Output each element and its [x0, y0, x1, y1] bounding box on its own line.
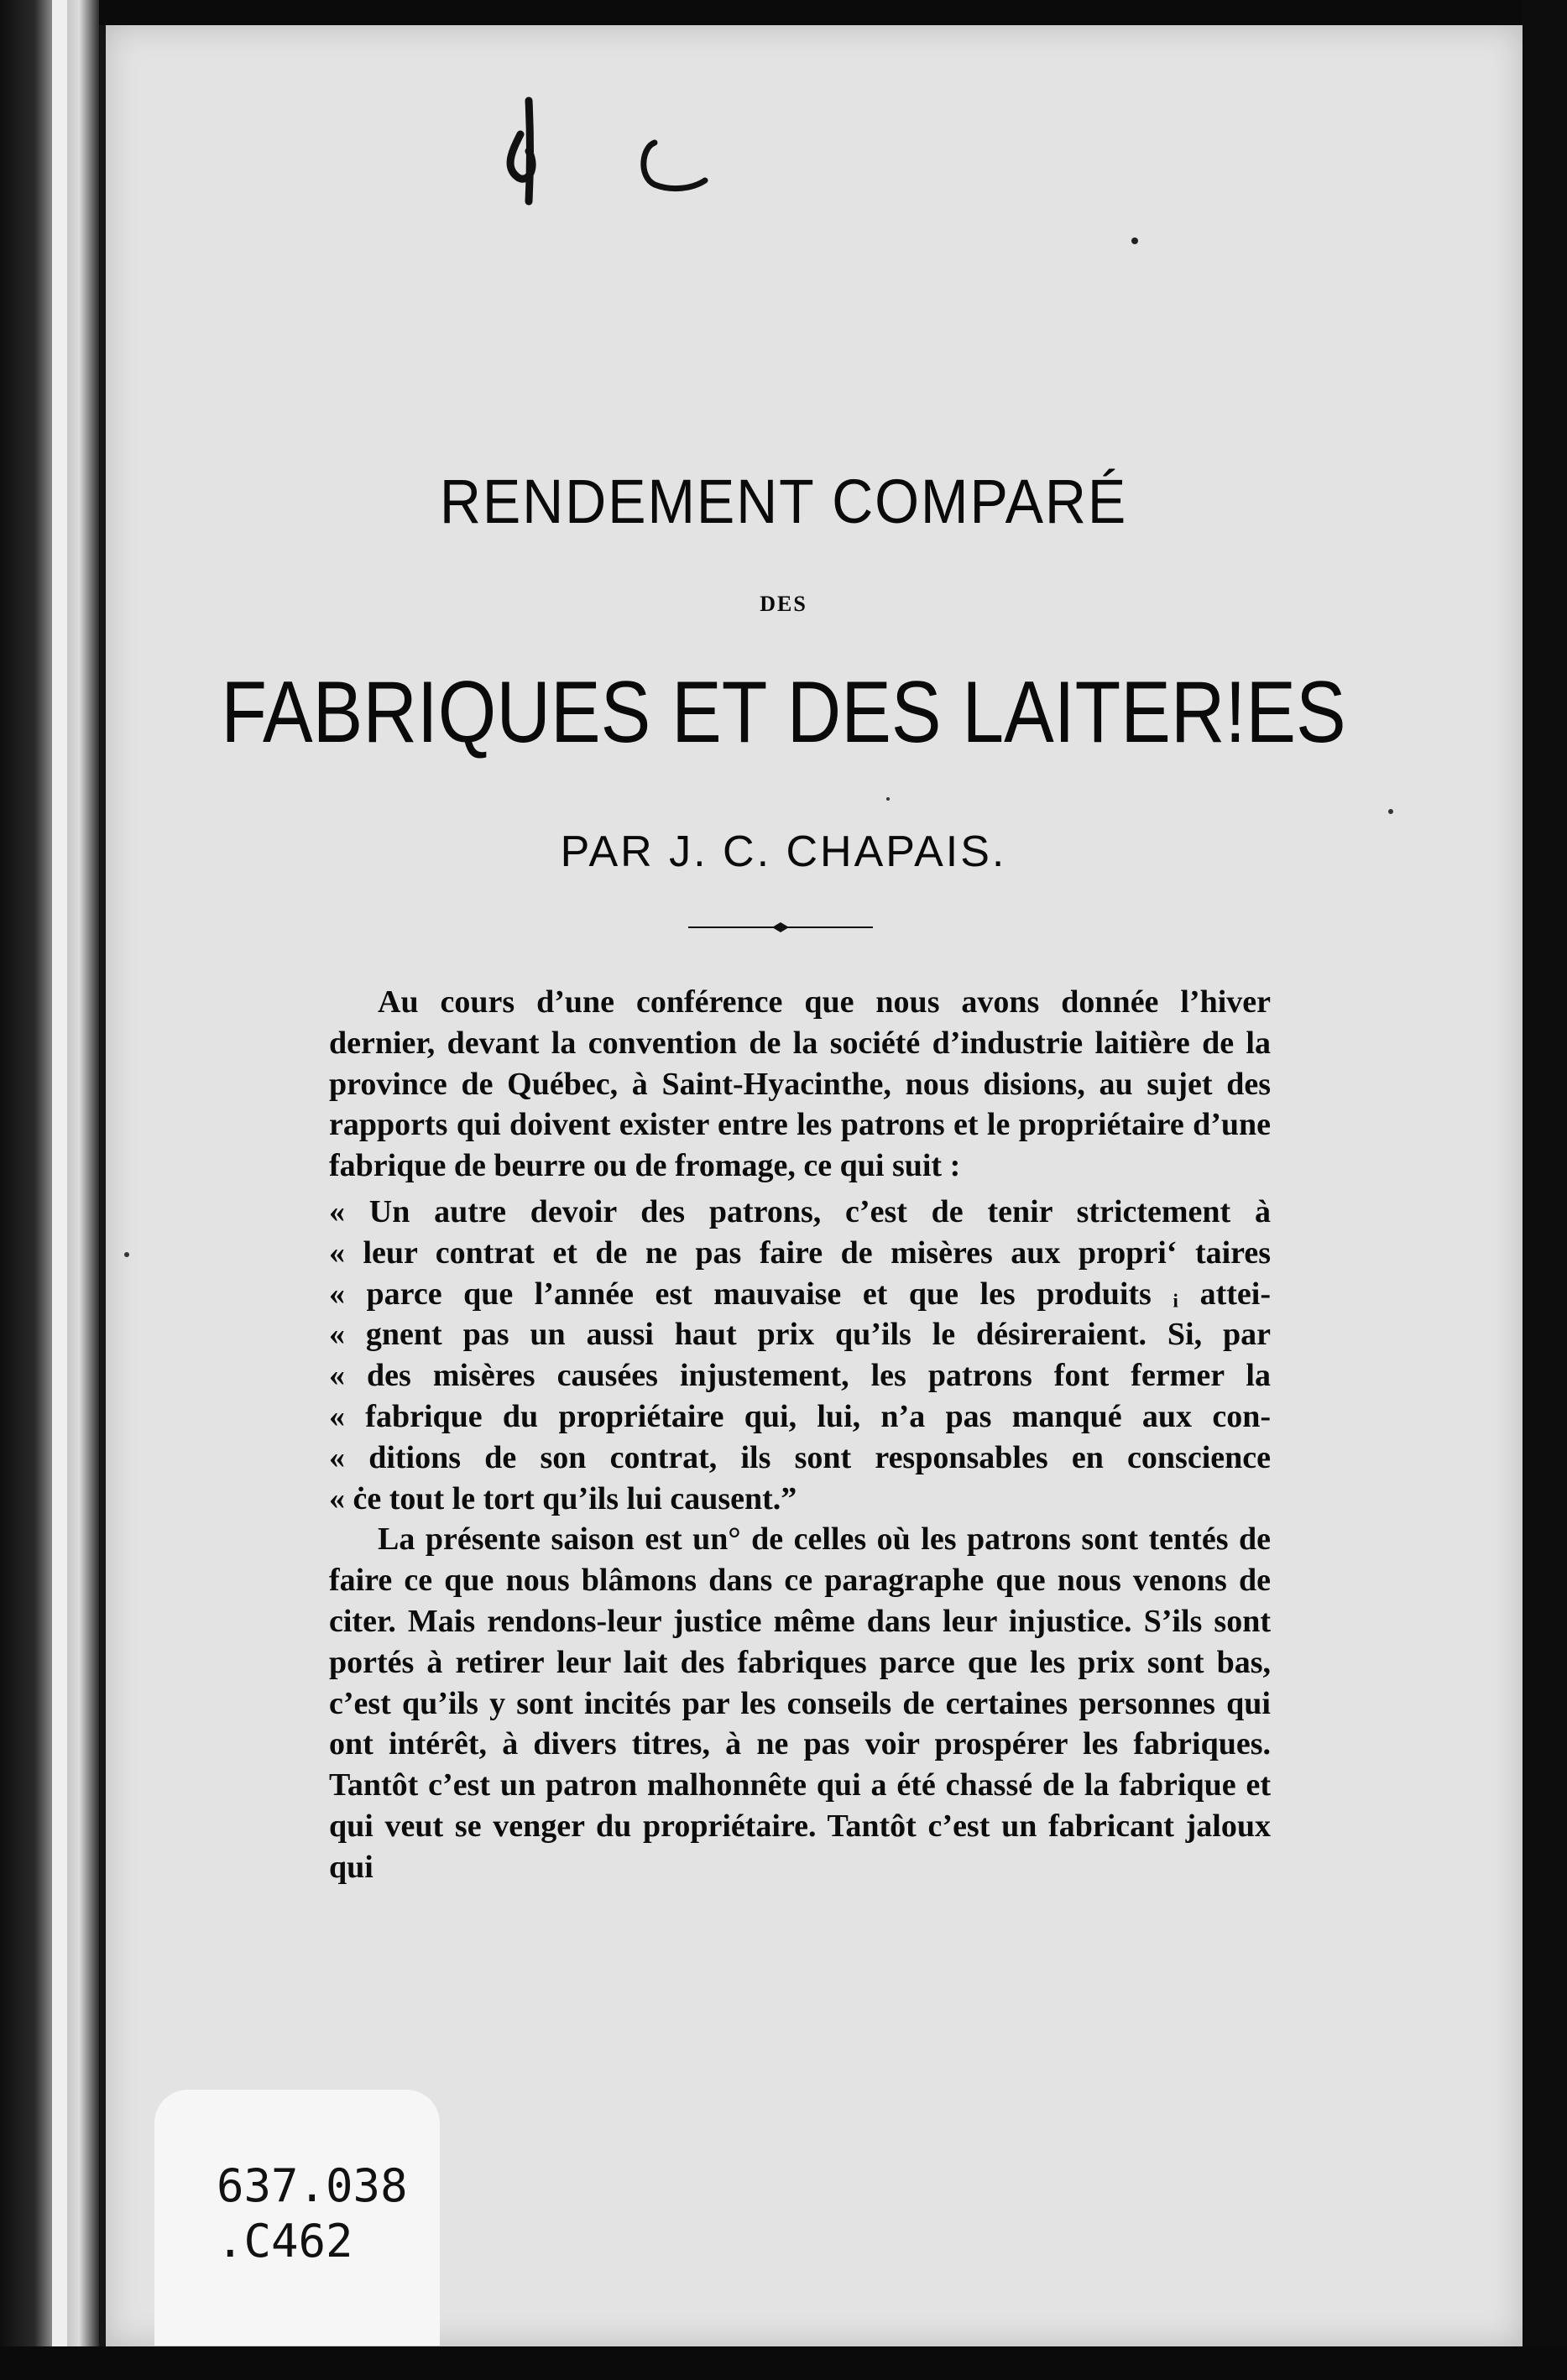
body-text — [329, 982, 1271, 1888]
quote-line: « gnent pas un aussi haut prix qu’ils le désireraient. Si, par — [329, 1317, 1271, 1353]
quote-line: « Un autre devoir des patrons, c’est de tenir strictement à — [329, 1193, 1271, 1229]
scan-left-edge — [0, 0, 99, 2380]
scan-top-border — [0, 0, 1567, 25]
handwritten-mark — [403, 84, 781, 218]
scan-left-strip — [52, 0, 67, 2380]
quotation — [329, 1192, 1271, 1519]
quote-line: « ditions de son contrat, ils sont responsables en conscience — [329, 1439, 1271, 1475]
title-connector: DES — [760, 592, 807, 616]
call-number-line: .C462 — [217, 2215, 353, 2268]
paragraph: La présente saison est un° de celles où les patrons sont tentés de faire ce que nous blâmons dans ce paragraphe que nous venons de citer. Mais rendons-leur justice même dans leur injustice. S’ils sont portés à retirer leur lait des fabriques parce que les prix sont bas, c’est qu’ils y sont incités par les conseils de certaines personnes qui ont intérêt, à divers titres, à ne pas voir prospérer les fabriques. Tantôt c’est un patron malhonnête qui a été chassé de la fabrique et qui veut se venger du propriétaire. Tantôt c’est un fabricant jaloux qui — [329, 1521, 1271, 1885]
author-line: PAR J. C. CHAPAIS. — [560, 827, 1007, 876]
ornament-divider — [688, 919, 873, 936]
call-number-line: 637.038 — [217, 2159, 408, 2212]
quote-line: « ċe tout le tort qu’ils lui causent.” — [329, 1480, 797, 1516]
document-title: RENDEMENT COMPARÉ — [439, 467, 1128, 536]
quote-line: « leur contrat et de ne pas faire de misères aux propri‘ taires — [329, 1234, 1271, 1271]
paragraph: Au cours d’une conférence que nous avons donnée l’hiver dernier, devant la convention de la société d’industrie laitière de la province de Québec, à Saint-Hyacinthe, nous disions, au sujet des rapports qui doivent exister entre les patrons et le propriétaire d’une fabrique de beurre ou de fromage, ce qui suit : — [329, 984, 1271, 1184]
scan-bottom-border — [0, 2346, 1567, 2380]
quote-line: « fabrique du propriétaire qui, lui, n’a pas manqué aux con- — [329, 1398, 1271, 1434]
call-number — [217, 2158, 435, 2269]
scan-right-border — [1523, 0, 1567, 2380]
quote-line: « des misères causées injustement, les patrons font fermer la — [329, 1358, 1271, 1394]
quote-line: « parce que l’année est mauvaise et que les produits ᵢ attei- — [329, 1276, 1271, 1312]
document-subtitle: FABRIQUES ET DES LAITER!ES — [221, 664, 1346, 761]
